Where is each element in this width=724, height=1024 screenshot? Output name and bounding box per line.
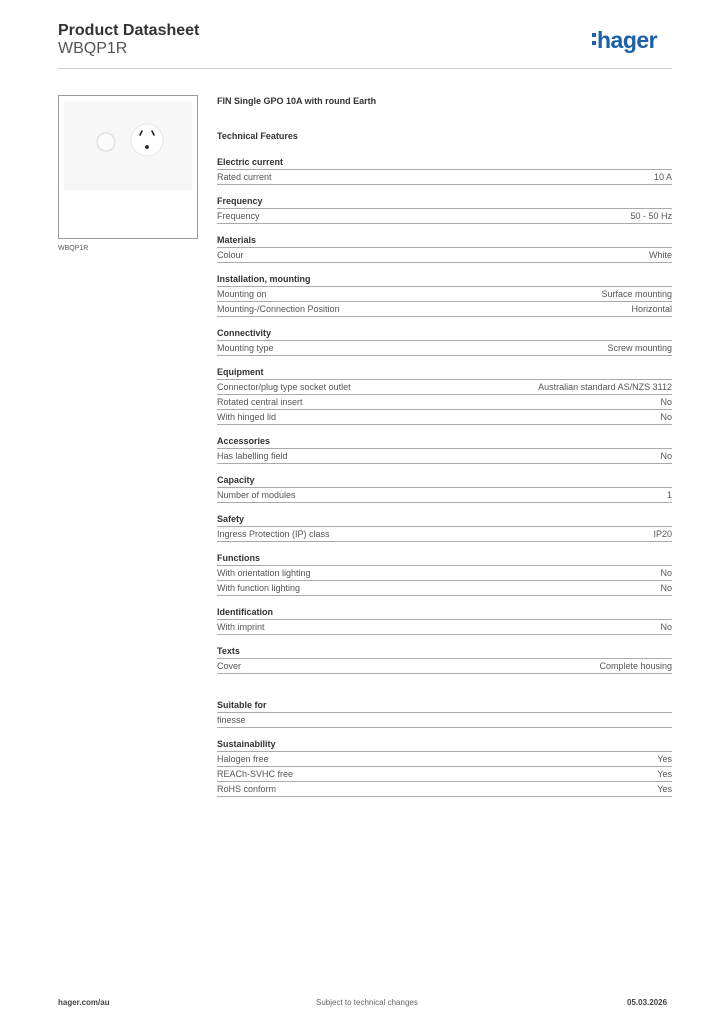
spec-row (217, 209, 672, 224)
spec-group (217, 606, 672, 635)
product-code: WBQP1R (58, 40, 128, 57)
switch-plate (64, 102, 192, 190)
spec-row (217, 620, 672, 635)
spec-value: Surface mounting (601, 289, 672, 299)
spec-label: Frequency (217, 211, 260, 221)
spec-label: REACh-SVHC free (217, 769, 294, 779)
spec-value: No (660, 568, 672, 578)
product-name: FIN Single GPO 10A with round Earth (217, 96, 377, 106)
spec-group (217, 327, 672, 356)
spec-row (217, 782, 672, 797)
spec-row (217, 395, 672, 410)
spec-group (217, 156, 672, 185)
spec-group (217, 738, 672, 797)
spec-label: With function lighting (217, 583, 301, 593)
image-caption: WBQP1R (58, 245, 89, 252)
spec-group-title: Safety (217, 513, 672, 527)
spec-group-title: Texts (217, 645, 672, 659)
spec-value: IP20 (653, 529, 672, 539)
spec-label: Halogen free (217, 754, 269, 764)
spec-row (217, 752, 672, 767)
spec-group (217, 645, 672, 674)
spec-group (217, 474, 672, 503)
footer-note: Subject to technical changes (316, 998, 418, 1007)
spec-value: Yes (657, 754, 672, 764)
header-divider (58, 68, 672, 69)
spec-row (217, 287, 672, 302)
spec-group (217, 195, 672, 224)
spec-label: With imprint (217, 622, 265, 632)
gpo-socket-icon (64, 102, 192, 190)
spec-label: Mounting type (217, 343, 274, 353)
spec-label: Has labelling field (217, 451, 288, 461)
spec-label: Mounting on (217, 289, 267, 299)
spec-value: 10 A (653, 172, 672, 182)
spec-label: Rated current (217, 172, 272, 182)
spec-row (217, 767, 672, 782)
spec-row (217, 449, 672, 464)
spec-content (217, 96, 672, 807)
spec-value: Horizontal (631, 304, 672, 314)
spec-label: Rotated central insert (217, 397, 303, 407)
spec-group-title: Equipment (217, 366, 672, 380)
spec-label: Number of modules (217, 490, 296, 500)
spec-group-title: Connectivity (217, 327, 672, 341)
spec-value: Screw mounting (607, 343, 672, 353)
spec-row (217, 380, 672, 395)
extra-groups (217, 699, 672, 797)
spec-label: RoHS conform (217, 784, 277, 794)
spec-group-title: Frequency (217, 195, 672, 209)
technical-features-heading: Technical Features (217, 131, 298, 141)
spec-group-title: Materials (217, 234, 672, 248)
spec-row (217, 527, 672, 542)
spec-value: No (660, 583, 672, 593)
spec-value: No (660, 397, 672, 407)
spec-value: Complete housing (599, 661, 672, 671)
spec-label: Ingress Protection (IP) class (217, 529, 330, 539)
spec-value: White (648, 250, 672, 260)
spec-label: With orientation lighting (217, 568, 311, 578)
spec-group-title: Capacity (217, 474, 672, 488)
spec-value: Yes (657, 784, 672, 794)
spec-label: finesse (217, 715, 246, 725)
footer-website-link[interactable]: hager.com/au (58, 998, 110, 1007)
footer-date: 05.03.2026 (627, 998, 668, 1007)
spec-group (217, 552, 672, 596)
spec-group (217, 234, 672, 263)
spec-group (217, 273, 672, 317)
section-spacer (217, 684, 672, 699)
spec-group (217, 513, 672, 542)
spec-row (217, 659, 672, 674)
spec-row (217, 341, 672, 356)
spec-value: 50 - 50 Hz (630, 211, 672, 221)
page-title: Product Datasheet (58, 22, 200, 39)
logo-dots-icon (592, 33, 596, 49)
spec-group (217, 699, 672, 728)
spec-row (217, 581, 672, 596)
spec-group-title: Electric current (217, 156, 672, 170)
spec-group-title: Suitable for (217, 699, 672, 713)
product-image (58, 95, 198, 239)
spec-group-title: Installation, mounting (217, 273, 672, 287)
spec-group-title: Functions (217, 552, 672, 566)
spec-label: Colour (217, 250, 244, 260)
logo-wordmark: hager (597, 27, 658, 53)
spec-row (217, 713, 672, 728)
spec-row (217, 248, 672, 263)
spec-value: Yes (657, 769, 672, 779)
spec-label: Cover (217, 661, 242, 671)
feature-groups (217, 156, 672, 674)
spec-value: 1 (666, 490, 672, 500)
hager-logo (592, 29, 657, 52)
spec-row (217, 170, 672, 185)
spec-label: Mounting-/Connection Position (217, 304, 340, 314)
spec-label: With hinged lid (217, 412, 277, 422)
spec-group (217, 435, 672, 464)
spec-row (217, 302, 672, 317)
spec-row (217, 488, 672, 503)
spec-label: Connector/plug type socket outlet (217, 382, 351, 392)
spec-value: Australian standard AS/NZS 3112 (538, 382, 672, 392)
spec-row (217, 410, 672, 425)
spec-value: No (660, 451, 672, 461)
spec-value: No (660, 622, 672, 632)
spec-group-title: Identification (217, 606, 672, 620)
spec-group-title: Sustainability (217, 738, 672, 752)
spec-group-title: Accessories (217, 435, 672, 449)
spec-row (217, 566, 672, 581)
spec-group (217, 366, 672, 425)
spec-value: No (660, 412, 672, 422)
